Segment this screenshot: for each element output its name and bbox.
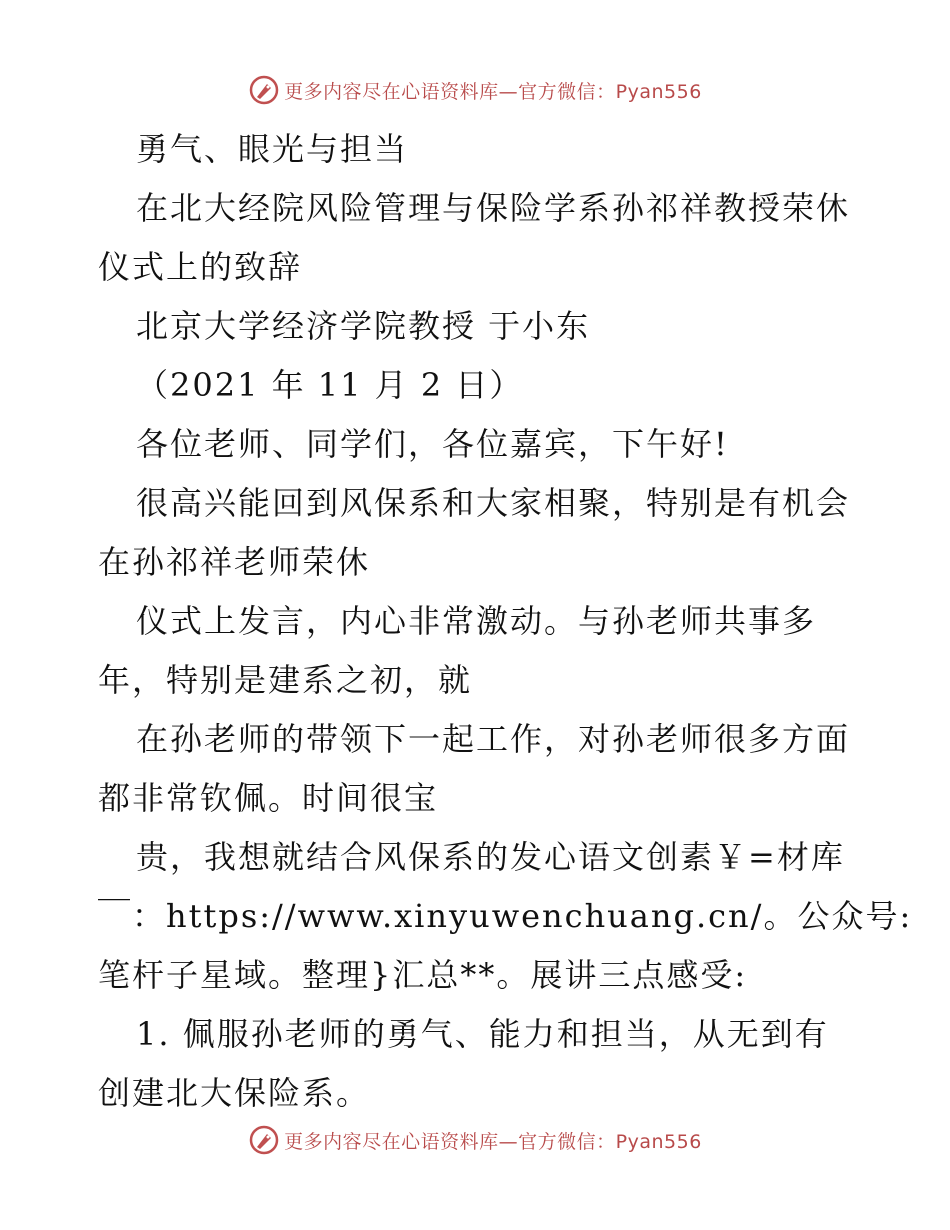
paragraph-line: 贵，我想就结合风保系的发心语文创素￥=材库 bbox=[136, 838, 845, 876]
document-subtitle-line-1: 在北大经院风险管理与保险学系孙祁祥教授荣休 bbox=[136, 189, 851, 227]
header-banner-text: 更多内容尽在心语资料库—官方微信：Pyan556 bbox=[284, 80, 702, 103]
list-item: 1. 佩服孙老师的勇气、能力和担当，从无到有 bbox=[136, 1015, 829, 1053]
paragraph-line: 在孙祁祥老师荣休 bbox=[98, 543, 371, 581]
document-title: 勇气、眼光与担当 bbox=[136, 130, 409, 168]
paragraph-line: 创建北大保险系。 bbox=[98, 1074, 371, 1112]
paragraph-line: 笔杆子星域。整理}汇总**。展讲三点感受: bbox=[98, 956, 748, 994]
pen-nib-logo-icon bbox=[248, 1124, 280, 1156]
document-subtitle-line-2: 仪式上的致辞 bbox=[98, 248, 303, 286]
footer-banner-text: 更多内容尽在心语资料库—官方微信：Pyan556 bbox=[284, 1130, 702, 1153]
paragraph-line: 在孙老师的带领下一起工作，对孙老师很多方面 bbox=[136, 720, 851, 758]
document-date: （2021 年 11 月 2 日） bbox=[136, 366, 524, 404]
paragraph-line: ￣：https://www.xinyuwenchuang.cn/。公众号: bbox=[98, 897, 913, 935]
paragraph-line: 年，特别是建系之初，就 bbox=[98, 661, 473, 699]
footer-banner bbox=[0, 1120, 950, 1160]
paragraph-line: 很高兴能回到风保系和大家相聚，特别是有机会 bbox=[136, 484, 851, 522]
document-body bbox=[98, 120, 913, 1123]
header-banner bbox=[0, 70, 950, 110]
pen-nib-logo-icon bbox=[248, 74, 280, 106]
document-author: 北京大学经济学院教授 于小东 bbox=[136, 307, 591, 345]
paragraph-line: 仪式上发言，内心非常激动。与孙老师共事多 bbox=[136, 602, 817, 640]
paragraph-line: 都非常钦佩。时间很宝 bbox=[98, 779, 439, 817]
document-greeting: 各位老师、同学们，各位嘉宾，下午好! bbox=[136, 425, 729, 463]
